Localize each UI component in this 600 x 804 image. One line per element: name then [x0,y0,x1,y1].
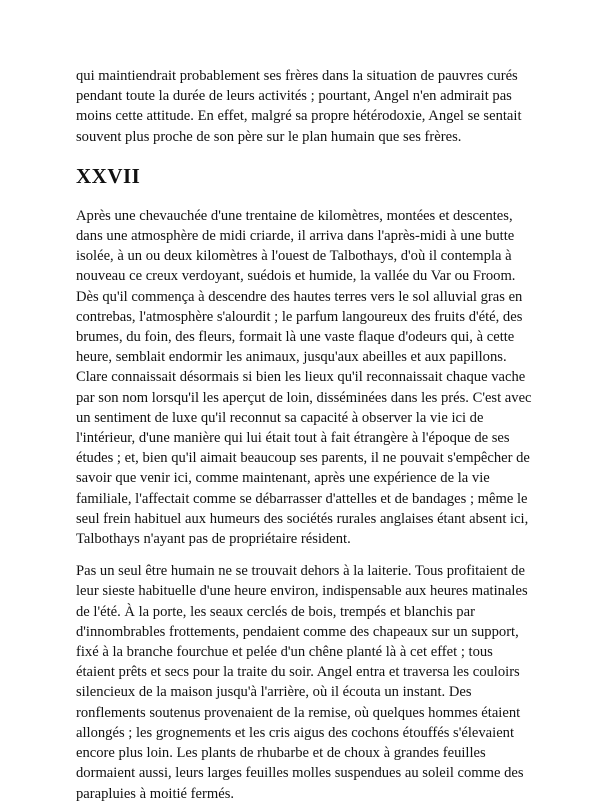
document-page [76,66,532,804]
chapter-heading: XXVII [76,163,141,188]
paragraph-1: Après une chevauchée d'une trentaine de kilomètres, montées et descentes, dans une atmosphère de midi criarde, il arriva dans l'après-midi à une butte isolée, à un ou deux kilomètres à l'ouest de Talbothays, d'où il contempla à nouveau ce creux verdoyant, suédois et humide, la vallée du Var ou Froom. Dès qu'il commença à descendre des hautes terres vers le sol alluvial gras en contrebas, l'atmosphère s'alourdit ; le parfum langoureux des fruits d'été, des brumes, du foin, des fleurs, formait là une vaste flaque d'odeurs qui, à cette heure, semblait endormir les animaux, jusqu'aux abeilles et aux papillons. Clare connaissait désormais si bien les lieux qu'il reconnaissait chaque vache par son nom lorsqu'il les aperçut de loin, disséminées dans les prés. C'est avec un sentiment de luxe qu'il reconnut sa capacité à observer la vie ici de l'intérieur, d'une manière qui lui était tout à fait étrangère à l'époque de ses études ; et, bien qu'il aimait beaucoup ses parents, il ne pouvait s'empêcher de savoir que venir ici, comme maintenant, après une expérience de la vie familiale, l'affectait comme se débarrasser d'attelles et de bandages ; même le seul frein habituel aux humeurs des sociétés rurales anglaises étant absent ici, Talbothays n'ayant pas de propriétaire résident. [76,207,532,548]
paragraph-2: Pas un seul être humain ne se trouvait dehors à la laiterie. Tous profitaient de leur sieste habituelle d'une heure environ, indispensable aux heures matinales de l'été. À la porte, les seaux cerclés de bois, trempés et blanchis par d'innombrables frottements, pendaient comme des chapeaux sur un support, fixé à la branche fourchue et pelée d'un chêne planté là à cet effet ; tous étaient prêts et secs pour la traite du soir. Angel entra et traversa les couloirs silencieux de la maison jusqu'à l'arrière, où il écouta un instant. Des ronflements soutenus provenaient de la remise, où quelques hommes étaient allongés ; les grognements et les cris aigus des cochons étouffés s'élevaient encore plus loin. Les plants de rhubarbe et de choux à grandes feuilles dormaient aussi, leurs larges feuilles molles suspendues au soleil comme des parapluies à moitié fermés. [76,563,528,802]
paragraph-continuation: qui maintiendrait probablement ses frères dans la situation de pauvres curés pendant toute la durée de leurs activités ; pourtant, Angel n'en admirait pas moins cette attitude. En effet, malgré sa propre hétérodoxie, Angel se sentait souvent plus proche de son père sur le plan humain que ses frères. [76,68,522,145]
